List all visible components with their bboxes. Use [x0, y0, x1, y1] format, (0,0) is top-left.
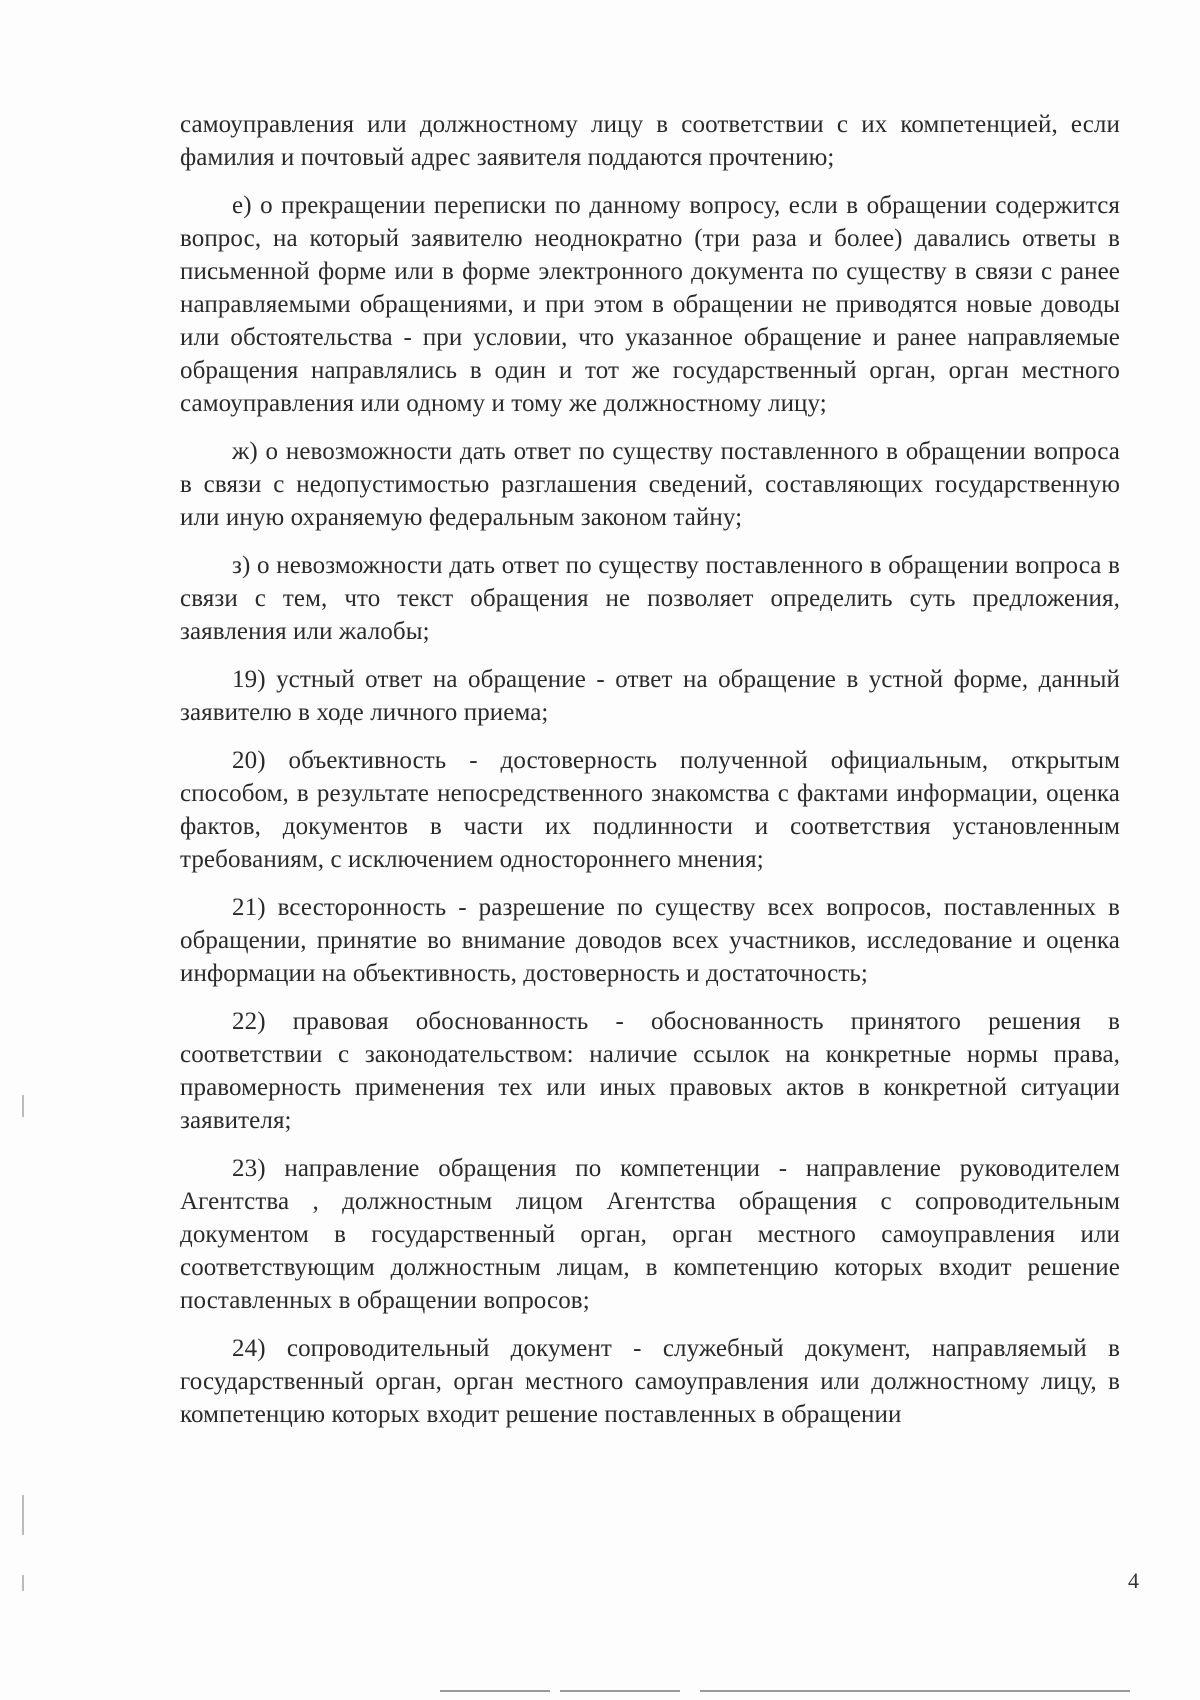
scan-artifact: [22, 1495, 24, 1535]
paragraph: 21) всесторонность - разрешение по существу всех вопросов, поставленных в обращении, принятие во внимание доводов всех участников, исследование и оценка информации на объективность, достоверность и достаточность;: [180, 894, 1120, 987]
page-number: 4: [1128, 1568, 1139, 1593]
paragraph: з) о невозможности дать ответ по существу поставленного в обращении вопроса в связи с тем, что текст обращения не позволяет определить суть предложения, заявления или жалобы;: [180, 552, 1120, 645]
paragraph: 23) направление обращения по компетенции - направление руководителем Агентства , должностным лицом Агентства обращения с сопроводительным документом в государственный орган, орган местного самоуправления или соответствующим должностным лицам, в компетенцию которых входит решение поставленных в обращении вопросов;: [180, 1155, 1120, 1314]
scan-artifact: [22, 1575, 24, 1591]
scan-edge-line: [560, 1690, 680, 1692]
scan-artifact: [22, 1095, 24, 1117]
document-body: [180, 108, 1120, 1446]
paragraph: 22) правовая обоснованность - обоснованность принятого решения в соответствии с законодательством: наличие ссылок на конкретные нормы права, правомерность применения тех или иных правовых актов в конкретной ситуации заявителя;: [180, 1008, 1120, 1134]
paragraph: 24) сопроводительный документ - служебный документ, направляемый в государственный орган, орган местного самоуправления или должностному лицу, в компетенцию которых входит решение поставленных в обращении: [180, 1335, 1120, 1428]
paragraph: 19) устный ответ на обращение - ответ на обращение в устной форме, данный заявителю в ходе личного приема;: [180, 666, 1120, 726]
paragraph: ж) о невозможности дать ответ по существу поставленного в обращении вопроса в связи с недопустимостью разглашения сведений, составляющих государственную или иную охраняемую федеральным законом тайну;: [180, 438, 1120, 531]
scan-edge-line: [700, 1690, 1130, 1692]
paragraph: 20) объективность - достоверность полученной официальным, открытым способом, в результате непосредственного знакомства с фактами информации, оценка фактов, документов в части их подлинности и соответствия установленным требованиям, с исключением одностороннего мнения;: [180, 747, 1120, 873]
paragraph: е) о прекращении переписки по данному вопросу, если в обращении содержится вопрос, на который заявителю неоднократно (три раза и более) давались ответы в письменной форме или в форме электронного документа по существу в связи с ранее направляемыми обращениями, и при этом в обращении не приводятся новые доводы или обстоятельства - при условии, что указанное обращение и ранее направляемые обращения направлялись в один и тот же государственный орган, орган местного самоуправления или одному и тому же должностному лицу;: [180, 192, 1120, 417]
paragraph: самоуправления или должностному лицу в соответствии с их компетенцией, если фамилия и почтовый адрес заявителя поддаются прочтению;: [180, 111, 1120, 171]
scan-edge-line: [440, 1690, 550, 1692]
